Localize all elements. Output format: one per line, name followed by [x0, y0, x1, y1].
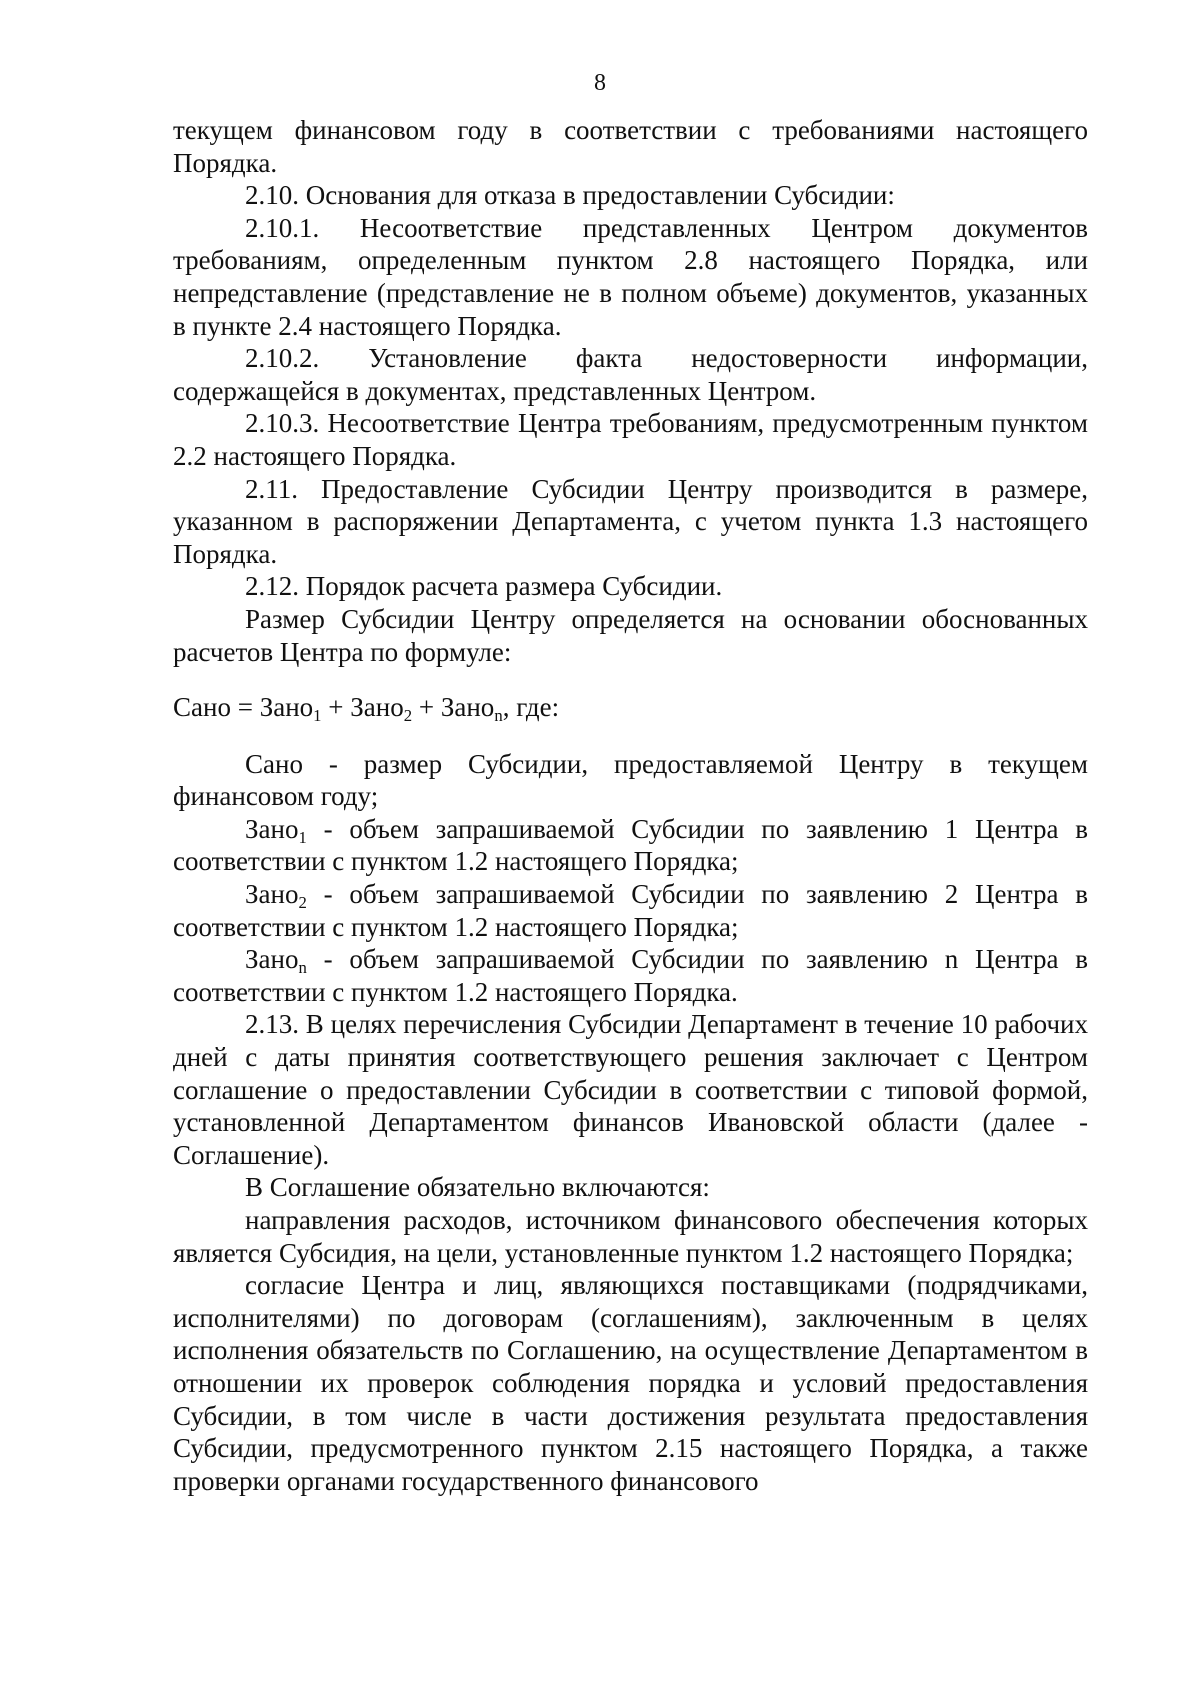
paragraph-formula-intro: Размер Субсидии Центру определяется на основании обоснованных расчетов Центра по формуле:: [173, 603, 1088, 667]
formula-term-1: Зано: [259, 692, 314, 723]
paragraph-2-13: 2.13. В целях перечисления Субсидии Департамент в течение 10 рабочих дней с даты принятия соответствующего решения заключает с Центром соглашение о предоставлении Субсидии в соответствии с типовой формой, установленной Департаментом финансов Ивановской области (далее - Соглашение).: [173, 1009, 1088, 1170]
formula-sub-1: 1: [313, 706, 322, 726]
paragraph-2-12: 2.12. Порядок расчета размера Субсидии.: [245, 571, 723, 602]
definition-sano: Сано - размер Субсидии, предоставляемой Центру в текущем финансовом году;: [173, 748, 1088, 812]
paragraph-continuation: текущем финансовом году в соответствии с требованиями настоящего Порядка.: [173, 115, 1088, 178]
definition-term: Зано: [245, 813, 299, 844]
formula-term-2: Зано: [350, 692, 404, 723]
formula-equals: =: [230, 692, 260, 723]
formula-sub-2: 2: [403, 706, 413, 726]
formula-tail: , где:: [502, 692, 560, 723]
formula-plus-2: +: [412, 692, 441, 723]
definition-subscript: n: [298, 958, 307, 978]
formula-sub-n: n: [494, 706, 503, 726]
definition-zano-2: [173, 878, 1088, 943]
paragraph-2-11: 2.11. Предоставление Субсидии Центру производится в размере, указанном в распоряжении Департамента, с учетом пункта 1.3 настоящего Порядка.: [173, 473, 1088, 569]
paragraph-agreement-includes: В Соглашение обязательно включаются:: [245, 1172, 710, 1203]
paragraph-2-10-2: 2.10.2. Установление факта недостоверности информации, содержащейся в документах, представленных Центром.: [173, 343, 1088, 406]
definition-text: - объем запрашиваемой Субсидии по заявлению 1 Центра в соответствии с пунктом 1.2 настоящего Порядка;: [173, 813, 1088, 877]
definition-text: - объем запрашиваемой Субсидии по заявлению n Центра в соответствии с пунктом 1.2 настоящего Порядка.: [173, 944, 1088, 1007]
formula-plus-1: +: [321, 692, 351, 723]
definition-zano-n: [173, 943, 1088, 1008]
paragraph-2-10-3: 2.10.3. Несоответствие Центра требованиям, предусмотренным пунктом 2.2 настоящего Порядка.: [173, 408, 1088, 471]
definition-term: Зано: [245, 944, 299, 975]
definition-term: Зано: [245, 879, 299, 910]
paragraph-2-10-1: 2.10.1. Несоответствие представленных Центром документов требованиям, определенным пунктом 2.8 настоящего Порядка, или непредставление (представление не в полном объеме) документов, указанных в пункте 2.4 настоящего Порядка.: [173, 212, 1088, 341]
formula-lhs: Сано: [173, 692, 231, 723]
formula: [173, 691, 1088, 724]
document-body: [173, 114, 1088, 1497]
definition-text: - объем запрашиваемой Субсидии по заявлению 2 Центра в соответствии с пунктом 1.2 настоящего Порядка;: [173, 879, 1088, 942]
definition-zano-1: [173, 813, 1088, 878]
paragraph-consent: согласие Центра и лиц, являющихся поставщиками (подрядчиками, исполнителями) по договорам (соглашениям), заключенным в целях исполнения обязательств по Соглашению, на осуществление Департаментом в отношении их проверок соблюдения порядка и условий предоставления Субсидии, в том числе в части достижения результата предоставления Субсидии, предусмотренного пунктом 2.15 настоящего Порядка, а также проверки органами государственного финансового: [173, 1270, 1088, 1496]
definition-subscript: 1: [298, 827, 307, 847]
formula-term-n: Зано: [440, 692, 495, 723]
paragraph-expense-directions: направления расходов, источником финансового обеспечения которых является Субсидия, на цели, установленные пунктом 1.2 настоящего Порядка;: [173, 1205, 1088, 1268]
definition-subscript: 2: [298, 893, 307, 913]
paragraph-2-10: 2.10. Основания для отказа в предоставлении Субсидии:: [245, 180, 895, 211]
page-number: 8: [594, 70, 606, 96]
